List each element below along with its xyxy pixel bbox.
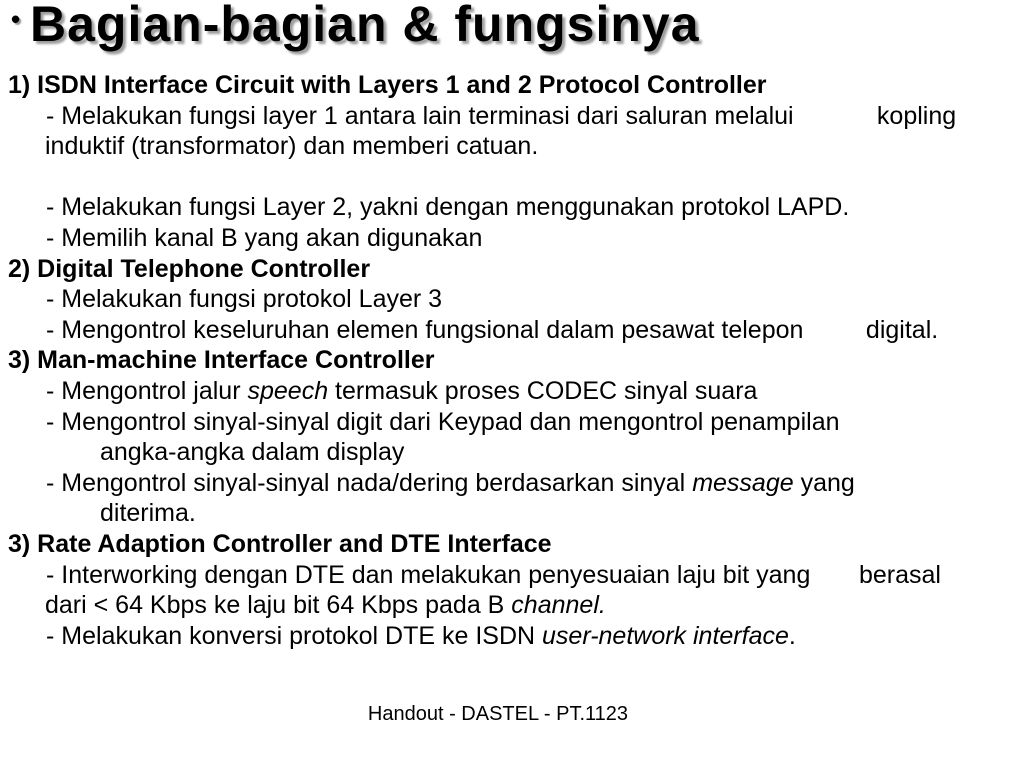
slide-body <box>0 70 1024 651</box>
body-text-line <box>0 468 1024 499</box>
text-segment: termasuk proses CODEC sinyal suara <box>328 376 758 405</box>
title-bullet-icon: • <box>11 4 21 34</box>
body-text-line <box>0 162 1024 193</box>
body-text-line <box>0 498 1024 529</box>
body-heading-line <box>0 345 1024 376</box>
body-heading-line <box>0 70 1024 101</box>
text-segment: - Melakukan fungsi Layer 2, yakni dengan menggunakan protokol LAPD. <box>46 193 850 222</box>
body-text-line <box>0 407 1024 438</box>
body-text-line <box>0 131 1024 162</box>
text-segment: yang <box>793 468 855 497</box>
text-segment: - Melakukan fungsi layer 1 antara lain terminasi dari saluran melalui kopling <box>46 101 957 130</box>
text-segment: - Mengontrol sinyal-sinyal digit dari Keypad dan mengontrol penampilan <box>46 407 840 436</box>
text-segment: - Melakukan fungsi protokol Layer 3 <box>46 285 443 314</box>
text-segment: . <box>788 621 796 650</box>
text-segment: 3) Man-machine Interface Controller <box>8 346 435 375</box>
text-segment: - Mengontrol sinyal-sinyal nada/dering berdasarkan sinyal <box>46 468 693 497</box>
text-segment: 1) ISDN Interface Circuit with Layers 1 and 2 Protocol Controller <box>8 71 767 99</box>
text-segment: - Melakukan konversi protokol DTE ke ISDN <box>46 621 543 650</box>
body-text-line <box>0 590 1024 621</box>
body-text-line <box>0 192 1024 223</box>
text-segment: - Memilih kanal B yang akan digunakan <box>46 223 483 252</box>
italic-text-segment: channel. <box>511 591 606 620</box>
body-heading-line <box>0 529 1024 560</box>
italic-text-segment: user-network interface <box>542 621 789 650</box>
text-segment: - Interworking dengan DTE dan melakukan penyesuaian laju bit yang berasal <box>46 560 941 589</box>
text-segment: diterima. <box>100 499 196 528</box>
text-segment: - Mengontrol jalur <box>46 376 248 405</box>
body-text-line <box>0 101 1024 132</box>
text-segment: - Mengontrol keseluruhan elemen fungsional dalam pesawat telepon digital. <box>46 315 939 344</box>
slide-footer: Handout - DASTEL - PT.1123 <box>367 703 629 725</box>
page-title: Bagian-bagian & fungsinya <box>30 0 700 52</box>
body-text-line <box>0 223 1024 254</box>
text-segment: 3) Rate Adaption Controller and DTE Interface <box>8 529 552 558</box>
text-segment: 2) Digital Telephone Controller <box>8 254 371 283</box>
text-segment: angka-angka dalam display <box>100 438 405 467</box>
text-segment: dari < 64 Kbps ke laju bit 64 Kbps pada B <box>45 591 512 620</box>
text-segment: induktif (transformator) dan memberi catuan. <box>45 132 539 161</box>
body-heading-line <box>0 254 1024 285</box>
body-text-line <box>0 621 1024 652</box>
body-text-line <box>0 376 1024 407</box>
body-text-line <box>0 437 1024 468</box>
body-text-line <box>0 560 1024 591</box>
italic-text-segment: speech <box>247 376 329 405</box>
italic-text-segment: message <box>692 468 794 497</box>
body-text-line <box>0 315 1024 346</box>
slide-title-row <box>0 0 1024 62</box>
body-text-line <box>0 284 1024 315</box>
